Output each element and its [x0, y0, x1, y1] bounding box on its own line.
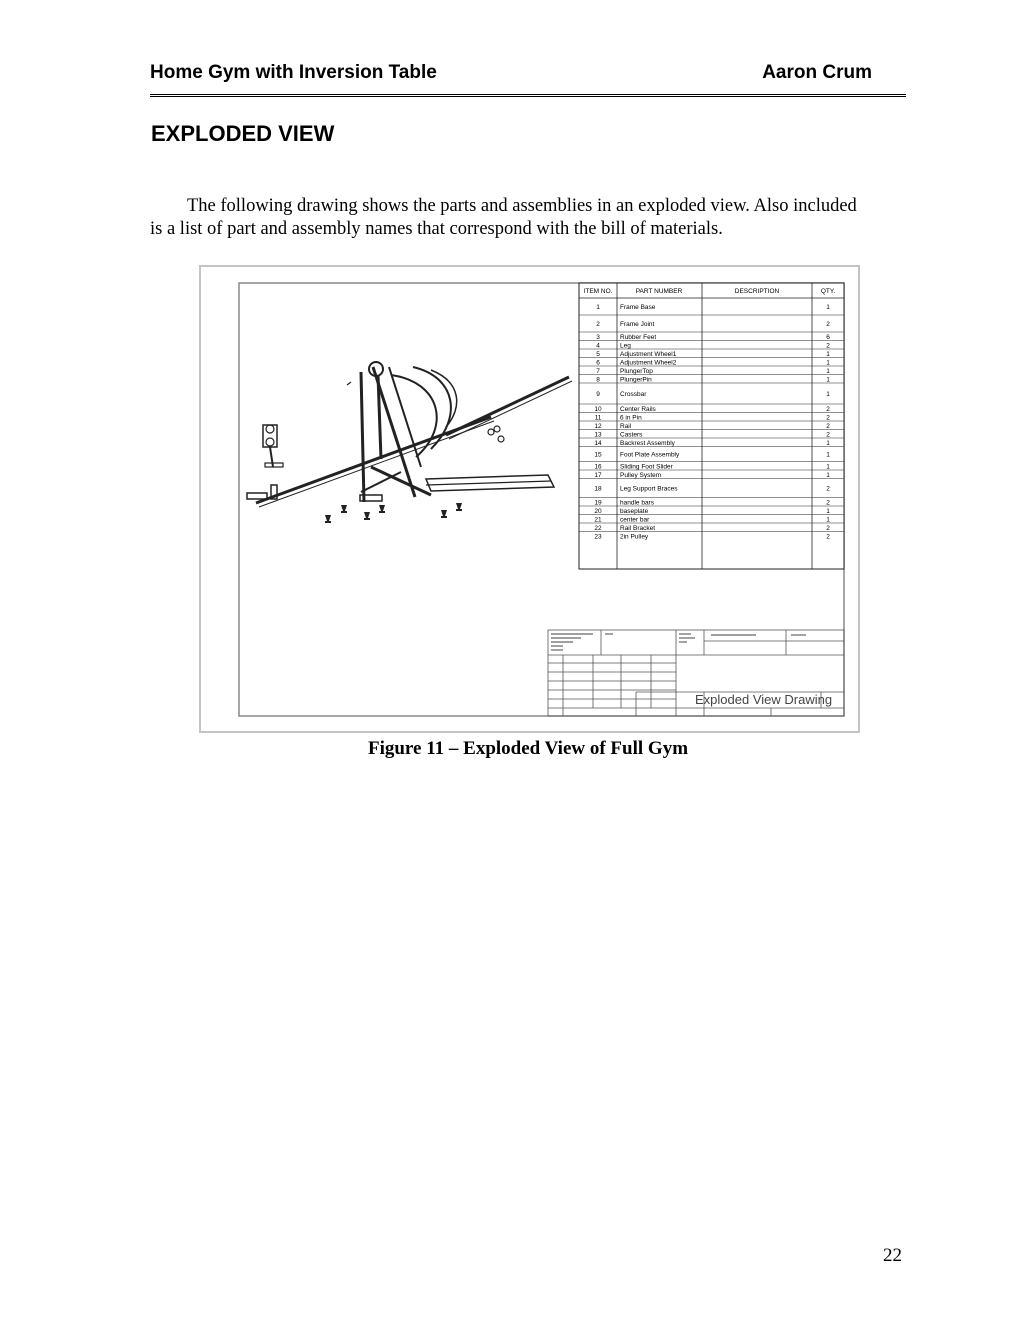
- bom-item-number: 3: [596, 333, 600, 341]
- bom-item-number: 6: [596, 359, 600, 367]
- bom-part-name: Sliding Foot Slider: [620, 463, 673, 471]
- bom-item-number: 5: [596, 350, 600, 358]
- bom-header-part: PART NUMBER: [635, 288, 683, 295]
- bom-item-number: 4: [596, 342, 600, 350]
- bom-item-number: 20: [594, 507, 602, 515]
- bom-quantity: 1: [826, 451, 830, 459]
- bom-quantity: 2: [826, 414, 830, 422]
- title-block-drawing-name: Exploded View Drawing: [695, 692, 833, 707]
- running-header: [150, 60, 906, 97]
- bom-part-name: Foot Plate Assembly: [620, 451, 680, 459]
- bom-quantity: 6: [826, 333, 830, 341]
- bom-item-number: 2: [596, 321, 600, 328]
- header-author: Aaron Crum: [762, 62, 872, 83]
- bom-part-name: 2in Pulley: [620, 533, 649, 541]
- bom-item-number: 7: [596, 367, 600, 375]
- bom-item-number: 14: [594, 439, 602, 447]
- bom-item-number: 15: [594, 451, 602, 459]
- bom-part-name: Rail Bracket: [620, 524, 656, 532]
- bom-part-name: Adjustment Wheel2: [620, 359, 677, 367]
- bill-of-materials-table: [579, 283, 844, 569]
- bom-item-number: 1: [596, 304, 600, 311]
- figure-caption: Figure 11 – Exploded View of Full Gym: [367, 738, 689, 759]
- bom-part-name: Rail: [620, 422, 632, 430]
- bom-part-name: PlungerPin: [620, 376, 652, 384]
- bom-item-number: 11: [594, 414, 602, 422]
- bom-header-description: DESCRIPTION: [734, 288, 780, 295]
- bom-item-number: 22: [594, 524, 602, 532]
- bom-item-number: 17: [594, 471, 602, 479]
- bom-part-name: 6 in Pin: [620, 414, 642, 422]
- bom-quantity: 1: [826, 367, 830, 375]
- figure-frame: [199, 265, 860, 733]
- bom-part-name: Backrest Assembly: [620, 439, 675, 447]
- bom-item-number: 9: [596, 391, 600, 398]
- bom-part-name: Frame Base: [620, 304, 656, 311]
- bom-item-number: 10: [594, 405, 602, 413]
- bom-part-name: Pulley System: [620, 471, 662, 479]
- bom-quantity: 2: [826, 405, 830, 413]
- bom-header-item: ITEM NO.: [583, 288, 613, 295]
- bom-item-number: 18: [594, 485, 602, 493]
- bom-quantity: 1: [826, 304, 830, 311]
- bom-quantity: 1: [826, 463, 830, 471]
- bom-part-name: Casters: [620, 431, 643, 439]
- bom-quantity: 1: [826, 471, 830, 479]
- bom-part-name: handle bars: [620, 499, 654, 507]
- bom-quantity: 2: [826, 485, 830, 493]
- bom-quantity: 1: [826, 376, 830, 384]
- exploded-view-drawing: [201, 267, 858, 731]
- bom-header-qty: QTY.: [820, 288, 836, 295]
- bom-item-number: 23: [594, 533, 602, 541]
- bom-quantity: 1: [826, 507, 830, 515]
- bom-item-number: 21: [594, 516, 602, 524]
- bom-quantity: 2: [826, 533, 830, 541]
- bom-quantity: 2: [826, 342, 830, 350]
- bom-part-name: Crossbar: [620, 391, 647, 398]
- bom-part-name: baseplate: [620, 507, 649, 515]
- bom-part-name: Center Rails: [620, 405, 656, 413]
- bom-quantity: 2: [826, 499, 830, 507]
- bom-item-number: 19: [594, 499, 602, 507]
- bom-part-name: Leg Support Braces: [620, 485, 678, 493]
- bom-item-number: 16: [594, 463, 602, 471]
- bom-quantity: 1: [826, 439, 830, 447]
- bom-part-name: Leg: [620, 342, 631, 350]
- bom-part-name: Rubber Feet: [620, 333, 657, 341]
- body-paragraph: The following drawing shows the parts and assemblies in an exploded view. Also included is a list of part and assembly names that correspond with the bill of materials.: [150, 196, 857, 239]
- bom-part-name: Frame Joint: [620, 321, 655, 328]
- bom-item-number: 13: [594, 431, 602, 439]
- bom-quantity: 1: [826, 391, 830, 398]
- page-number: 22: [883, 1245, 902, 1266]
- bom-quantity: 1: [826, 516, 830, 524]
- bom-item-number: 8: [596, 376, 600, 384]
- bom-quantity: 2: [826, 422, 830, 430]
- bom-quantity: 1: [826, 359, 830, 367]
- bom-quantity: 1: [826, 350, 830, 358]
- bom-part-name: Adjustment Wheel1: [620, 350, 677, 358]
- bom-item-number: 12: [594, 422, 602, 430]
- bom-part-name: PlungerTop: [620, 367, 653, 375]
- bom-quantity: 2: [826, 524, 830, 532]
- section-title: EXPLODED VIEW: [151, 121, 335, 146]
- header-title: Home Gym with Inversion Table: [150, 62, 437, 83]
- bom-quantity: 2: [826, 431, 830, 439]
- bom-part-name: center bar: [620, 516, 650, 524]
- bom-quantity: 2: [826, 321, 830, 328]
